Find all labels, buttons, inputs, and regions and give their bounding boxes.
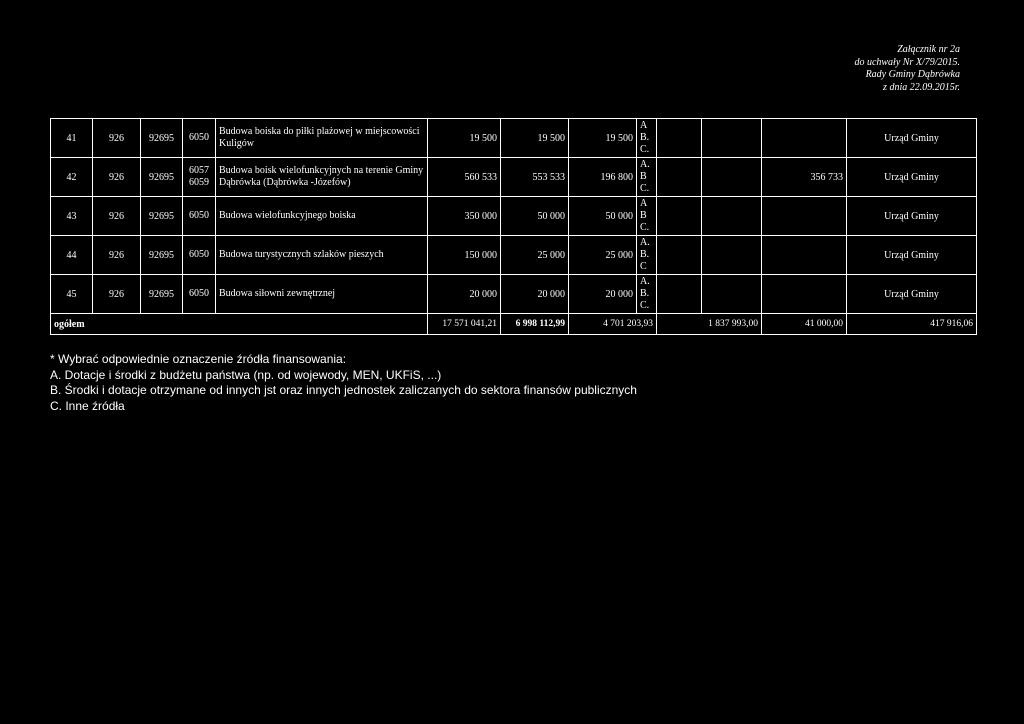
total-value-2: 6 998 112,99 bbox=[501, 314, 569, 335]
cell-lp: 41 bbox=[51, 119, 93, 158]
cell-value-1: 350 000 bbox=[428, 197, 501, 236]
total-value-3: 4 701 203,93 bbox=[569, 314, 657, 335]
cell-zrodla bbox=[637, 119, 657, 158]
cell-value-3: 20 000 bbox=[569, 275, 637, 314]
cell-value-6 bbox=[762, 197, 847, 236]
cell-dzial: 926 bbox=[93, 119, 141, 158]
total-label: ogółem bbox=[51, 314, 428, 335]
table-row bbox=[51, 197, 977, 236]
cell-value-4 bbox=[657, 236, 702, 275]
nazwa-line: Budowa boisk wielofunkcyjnych na terenie Gminy bbox=[219, 165, 424, 176]
cell-value-4 bbox=[657, 119, 702, 158]
zrodlo-line: B. bbox=[640, 132, 650, 143]
cell-jednostka: Urząd Gminy bbox=[847, 197, 977, 236]
cell-value-5 bbox=[702, 197, 762, 236]
cell-jednostka: Urząd Gminy bbox=[847, 275, 977, 314]
footnote-line: A. Dotacje i środki z budżetu państwa (np. od wojewody, MEN, UKFiS, ...) bbox=[50, 367, 442, 382]
paragraf-line: 6057 bbox=[189, 165, 209, 176]
total-row bbox=[51, 314, 977, 335]
cell-value-2: 553 533 bbox=[501, 158, 569, 197]
cell-lp: 44 bbox=[51, 236, 93, 275]
cell-value-3: 25 000 bbox=[569, 236, 637, 275]
cell-value-6 bbox=[762, 275, 847, 314]
zrodlo-line: C. bbox=[640, 300, 650, 311]
zrodlo-line: A. bbox=[640, 237, 650, 248]
cell-paragraf bbox=[183, 158, 216, 197]
cell-value-1: 19 500 bbox=[428, 119, 501, 158]
zrodlo-line: C. bbox=[640, 222, 650, 233]
paragraf-line: 6050 bbox=[189, 210, 209, 221]
nazwa-line: Kuligów bbox=[219, 138, 254, 149]
cell-zrodla bbox=[637, 158, 657, 197]
cell-value-1: 150 000 bbox=[428, 236, 501, 275]
cell-rozdzial: 92695 bbox=[141, 275, 183, 314]
table-row bbox=[51, 158, 977, 197]
cell-dzial: 926 bbox=[93, 158, 141, 197]
cell-value-2: 50 000 bbox=[501, 197, 569, 236]
attachment-header bbox=[854, 44, 960, 94]
cell-lp: 45 bbox=[51, 275, 93, 314]
cell-rozdzial: 92695 bbox=[141, 236, 183, 275]
nazwa-line: Budowa siłowni zewnętrznej bbox=[219, 288, 336, 299]
zrodlo-line: C. bbox=[640, 183, 650, 194]
paragraf-line: 6050 bbox=[189, 288, 209, 299]
nazwa-line: Budowa turystycznych szlaków pieszych bbox=[219, 249, 384, 260]
total-value-5: 41 000,00 bbox=[762, 314, 847, 335]
cell-value-2: 19 500 bbox=[501, 119, 569, 158]
zrodlo-line: A. bbox=[640, 276, 650, 287]
cell-value-3: 50 000 bbox=[569, 197, 637, 236]
cell-value-2: 20 000 bbox=[501, 275, 569, 314]
cell-zrodla bbox=[637, 275, 657, 314]
total-value-4: 1 837 993,00 bbox=[657, 314, 762, 335]
cell-rozdzial: 92695 bbox=[141, 119, 183, 158]
paragraf-line: 6059 bbox=[189, 177, 209, 188]
cell-value-1: 560 533 bbox=[428, 158, 501, 197]
cell-dzial: 926 bbox=[93, 197, 141, 236]
cell-lp: 42 bbox=[51, 158, 93, 197]
cell-value-5 bbox=[702, 236, 762, 275]
cell-value-6 bbox=[762, 236, 847, 275]
cell-value-5 bbox=[702, 158, 762, 197]
cell-paragraf bbox=[183, 236, 216, 275]
nazwa-line: Budowa wielofunkcyjnego boiska bbox=[219, 210, 356, 221]
cell-lp: 43 bbox=[51, 197, 93, 236]
zrodlo-line: B bbox=[640, 210, 647, 221]
nazwa-line: Budowa boiska do piłki plażowej w miejscowości bbox=[219, 126, 420, 137]
cell-rozdzial: 92695 bbox=[141, 158, 183, 197]
cell-dzial: 926 bbox=[93, 236, 141, 275]
cell-paragraf bbox=[183, 197, 216, 236]
header-line: Rady Gminy Dąbrówka bbox=[865, 69, 960, 80]
cell-value-4 bbox=[657, 158, 702, 197]
cell-dzial: 926 bbox=[93, 275, 141, 314]
cell-value-4 bbox=[657, 197, 702, 236]
cell-paragraf bbox=[183, 119, 216, 158]
header-line: z dnia 22.09.2015r. bbox=[883, 81, 960, 93]
zrodlo-line: A bbox=[640, 198, 648, 209]
cell-value-4 bbox=[657, 275, 702, 314]
footnote-line: B. Środki i dotacje otrzymane od innych jst oraz innych jednostek zaliczanych do sektora finansów publicznych bbox=[50, 383, 637, 397]
cell-nazwa bbox=[216, 119, 428, 158]
footnote-line: * Wybrać odpowiednie oznaczenie źródła finansowania: bbox=[50, 352, 347, 366]
footnote-line: C. Inne źródła bbox=[50, 398, 125, 413]
cell-rozdzial: 92695 bbox=[141, 197, 183, 236]
table-row bbox=[51, 236, 977, 275]
cell-nazwa bbox=[216, 275, 428, 314]
cell-nazwa bbox=[216, 158, 428, 197]
cell-nazwa bbox=[216, 197, 428, 236]
paragraf-line: 6050 bbox=[189, 132, 209, 143]
cell-value-3: 19 500 bbox=[569, 119, 637, 158]
zrodlo-line: C. bbox=[640, 144, 650, 155]
cell-value-5 bbox=[702, 275, 762, 314]
paragraf-line: 6050 bbox=[189, 249, 209, 260]
cell-value-5 bbox=[702, 119, 762, 158]
cell-nazwa bbox=[216, 236, 428, 275]
header-line: Załącznik nr 2a bbox=[897, 44, 960, 55]
cell-jednostka: Urząd Gminy bbox=[847, 158, 977, 197]
nazwa-line: Dąbrówka (Dąbrówka -Józefów) bbox=[219, 177, 351, 188]
cell-jednostka: Urząd Gminy bbox=[847, 236, 977, 275]
cell-zrodla bbox=[637, 197, 657, 236]
zrodlo-line: C bbox=[640, 261, 647, 272]
table-row bbox=[51, 119, 977, 158]
zrodlo-line: A. bbox=[640, 159, 650, 170]
cell-value-6 bbox=[762, 119, 847, 158]
investment-table bbox=[50, 118, 977, 335]
cell-jednostka: Urząd Gminy bbox=[847, 119, 977, 158]
table-row bbox=[51, 275, 977, 314]
cell-value-6: 356 733 bbox=[762, 158, 847, 197]
cell-value-3: 196 800 bbox=[569, 158, 637, 197]
total-value-1: 17 571 041,21 bbox=[428, 314, 501, 335]
zrodlo-line: A bbox=[640, 120, 648, 131]
cell-value-1: 20 000 bbox=[428, 275, 501, 314]
cell-zrodla bbox=[637, 236, 657, 275]
zrodlo-line: B. bbox=[640, 288, 650, 299]
cell-value-2: 25 000 bbox=[501, 236, 569, 275]
header-line: do uchwały Nr X/79/2015. bbox=[854, 56, 960, 68]
cell-paragraf bbox=[183, 275, 216, 314]
zrodlo-line: B bbox=[640, 171, 647, 182]
zrodlo-line: B. bbox=[640, 249, 650, 260]
footnotes bbox=[50, 352, 637, 414]
total-value-6: 417 916,06 bbox=[847, 314, 977, 335]
